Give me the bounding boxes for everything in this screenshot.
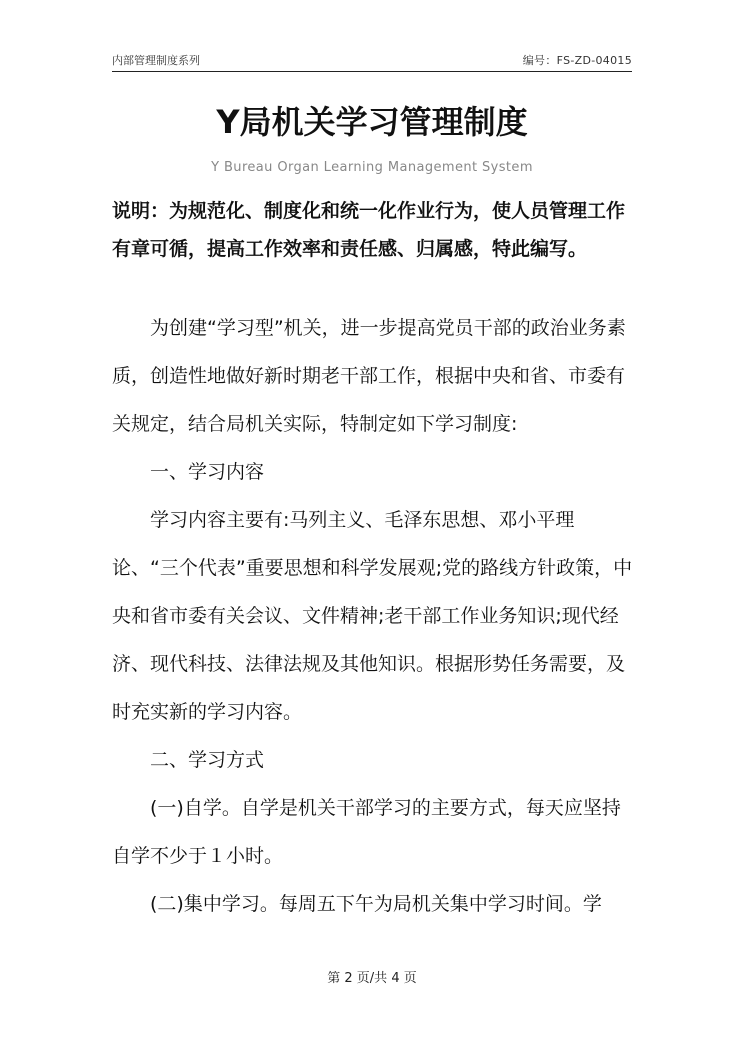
document-intro: 说明：为规范化、制度化和统一化作业行为，使人员管理工作有章可循，提高工作效率和责任感、归属感，特此编写。 — [112, 200, 626, 260]
section-heading: 二、学习方式 — [150, 749, 265, 771]
document-title: Y局机关学习管理制度 — [216, 103, 528, 141]
body-paragraph: 学习内容主要有:马列主义、毛泽东思想、邓小平理论、“三个代表”重要思想和科学发展观;党的路线方针政策，中央和省市委有关会议、文件精神;老干部工作业务知识;现代经济、现代科技、法律法规及其他知识。根据形势任务需要，及时充实新的学习内容。 — [112, 509, 633, 723]
body-paragraph: (二)集中学习。每周五下午为局机关集中学习时间。学 — [150, 893, 602, 915]
body-paragraph: 为创建“学习型”机关，进一步提高党员干部的政治业务素质，创造性地做好新时期老干部工作，根据中央和省、市委有关规定，结合局机关实际，特制定如下学习制度: — [112, 317, 626, 435]
header-document-number: 编号：FS-ZD-04015 — [522, 54, 632, 67]
section-heading: 一、学习内容 — [150, 461, 265, 483]
page-header — [112, 53, 632, 72]
page-number: 第 2 页/共 4 页 — [327, 971, 417, 986]
document-subtitle: Y Bureau Organ Learning Management System — [211, 160, 533, 175]
body-paragraph: (一)自学。自学是机关干部学习的主要方式，每天应坚持自学不少于１小时。 — [112, 797, 621, 867]
document-body — [112, 304, 637, 928]
header-series-label: 内部管理制度系列 — [112, 54, 200, 67]
